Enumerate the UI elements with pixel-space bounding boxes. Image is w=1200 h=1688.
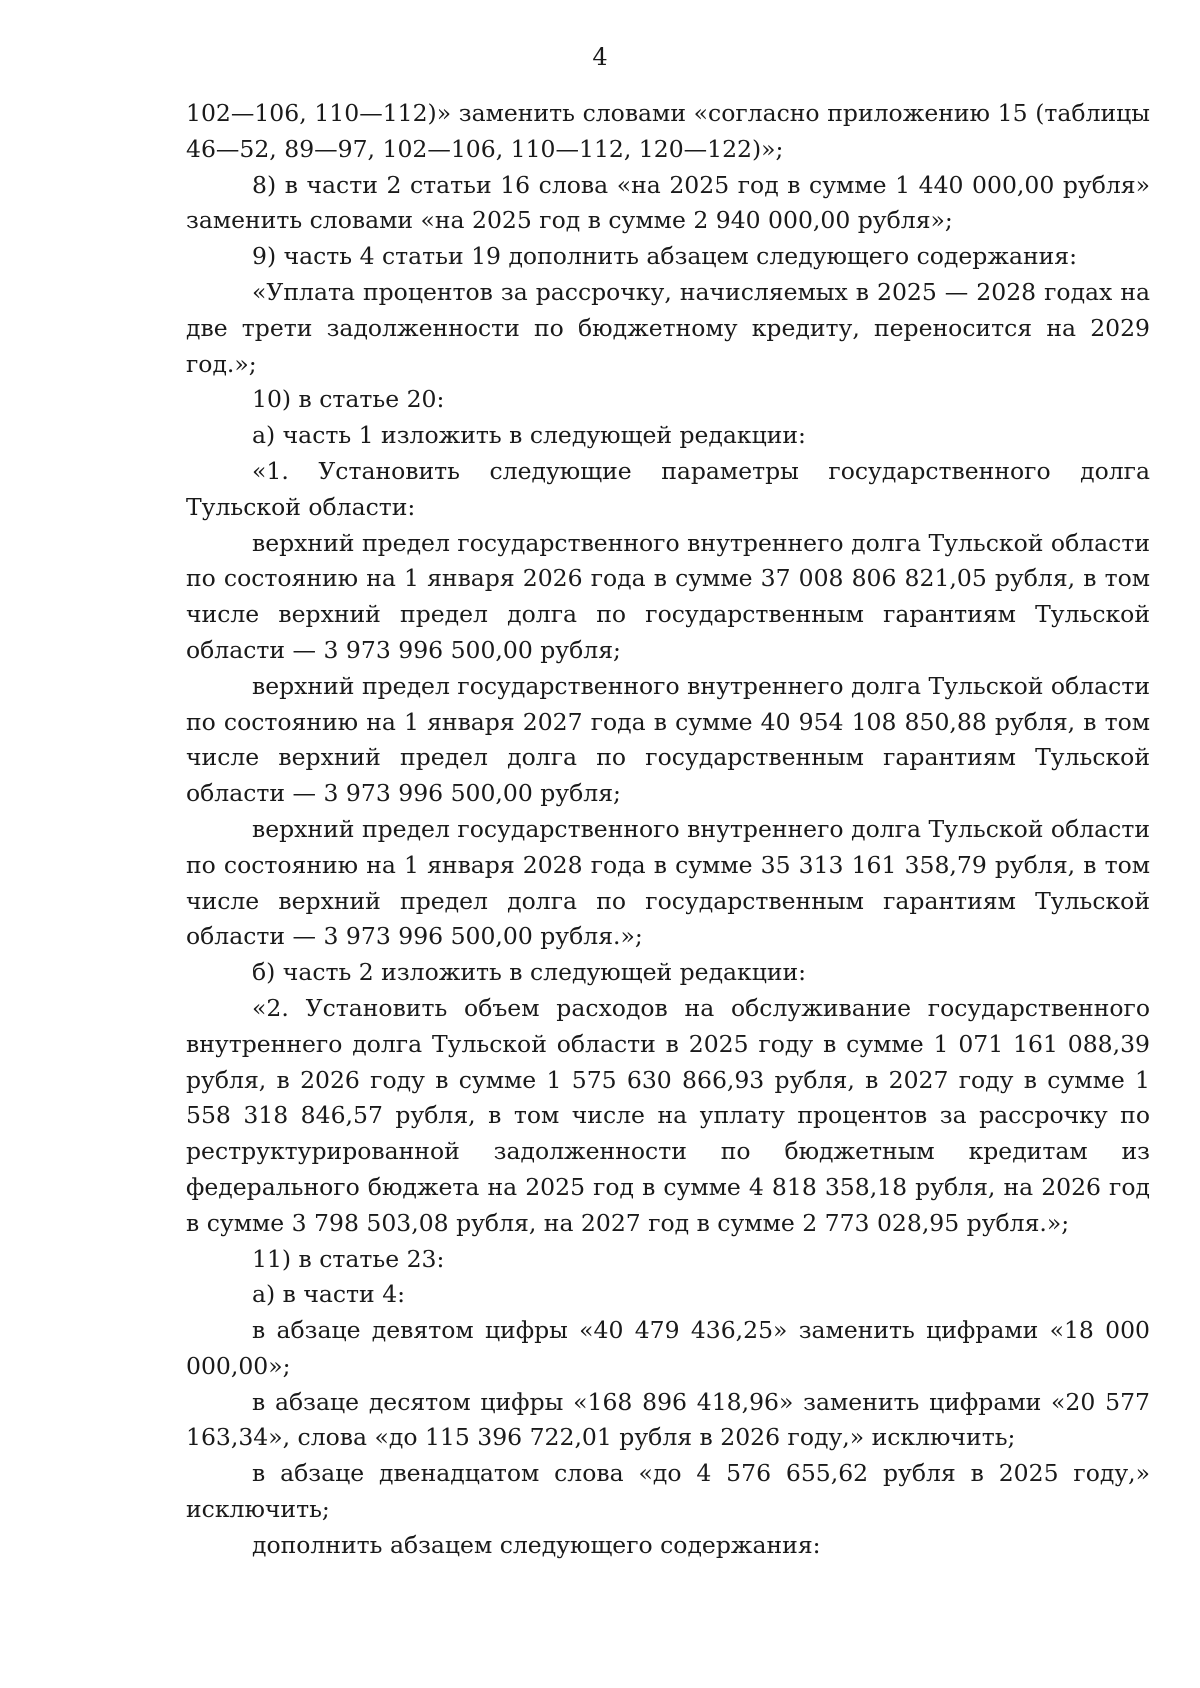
paragraph-item-9: 9) часть 4 статьи 19 дополнить абзацем следующего содержания:: [252, 242, 1078, 271]
paragraph-tenth-clause: в абзаце десятом цифры «168 896 418,96» заменить цифрами «20 577 163,34», слова «до 115 396 722,01 рубля в 2026 году,» исключить;: [186, 1387, 1150, 1452]
paragraph-item-10a: а) часть 1 изложить в следующей редакции:: [252, 421, 806, 450]
paragraph-item-11a: а) в части 4:: [252, 1280, 406, 1309]
paragraph-quote-article-19: «Уплата процентов за рассрочку, начисляемых в 2025 — 2028 годах на две трети задолженности по бюджетному кредиту, переносится на 2029 год.»;: [186, 277, 1150, 378]
paragraph-twelfth-clause: в абзаце двенадцатом слова «до 4 576 655,62 рубля в 2025 году,» исключить;: [186, 1459, 1150, 1524]
document-body: [186, 96, 1150, 1564]
paragraph-item-10b: б) часть 2 изложить в следующей редакции:: [252, 958, 807, 987]
paragraph-debt-limit-2026: верхний предел государственного внутреннего долга Тульской области по состоянию на 1 января 2026 года в сумме 37 008 806 821,05 рубля, в том числе верхний предел долга по государственным гарантиям Тульской области — 3 973 996 500,00 рубля;: [186, 528, 1150, 664]
paragraph-supplement: дополнить абзацем следующего содержания:: [252, 1530, 821, 1559]
paragraph-continuation: 102—106, 110—112)» заменить словами «согласно приложению 15 (таблицы 46—52, 89—97, 102—106, 110—112, 120—122)»;: [186, 99, 1150, 163]
paragraph-quote-part-2: «2. Установить объем расходов на обслуживание государственного внутреннего долга Тульской области в 2025 году в сумме 1 071 161 088,39 рубля, в 2026 году в сумме 1 575 630 866,93 рубля, в 2027 году в сумме 1 558 318 846,57 рубля, в том числе на уплату процентов за рассрочку по реструктурированной задолженности по бюджетным кредитам из федерального бюджета на 2025 год в сумме 4 818 358,18 рубля, на 2026 год в сумме 3 798 503,08 рубля, на 2027 год в сумме 2 773 028,95 рубля.»;: [186, 993, 1150, 1237]
paragraph-item-10: 10) в статье 20:: [252, 385, 445, 414]
paragraph-quote-part-1: «1. Установить следующие параметры государственного долга Тульской области:: [186, 456, 1150, 521]
paragraph-ninth-clause: в абзаце девятом цифры «40 479 436,25» заменить цифрами «18 000 000,00»;: [186, 1316, 1150, 1380]
paragraph-debt-limit-2028: верхний предел государственного внутреннего долга Тульской области по состоянию на 1 января 2028 года в сумме 35 313 161 358,79 рубля, в том числе верхний предел долга по государственным гарантиям Тульской области — 3 973 996 500,00 рубля.»;: [186, 814, 1150, 951]
paragraph-item-11: 11) в статье 23:: [252, 1244, 445, 1273]
page-number: 4: [592, 43, 608, 71]
paragraph-item-8: 8) в части 2 статьи 16 слова «на 2025 год в сумме 1 440 000,00 рубля» заменить словами «на 2025 год в сумме 2 940 000,00 рубля»;: [186, 170, 1150, 235]
paragraph-debt-limit-2027: верхний предел государственного внутреннего долга Тульской области по состоянию на 1 января 2027 года в сумме 40 954 108 850,88 рубля, в том числе верхний предел долга по государственным гарантиям Тульской области — 3 973 996 500,00 рубля;: [186, 671, 1150, 808]
